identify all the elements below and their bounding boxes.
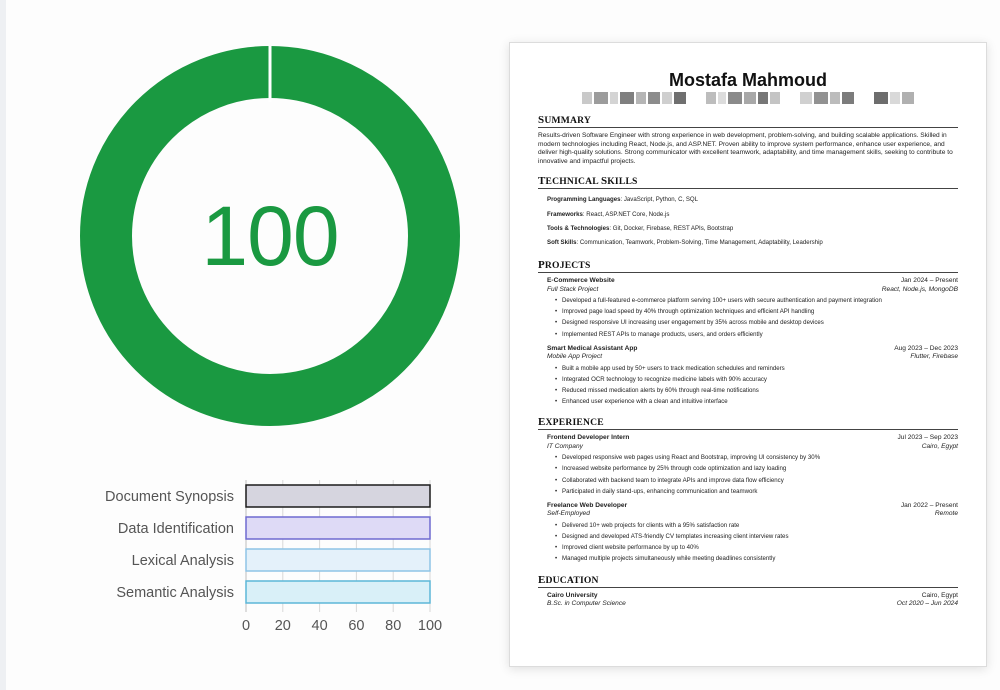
x-tick-label: 60 xyxy=(348,618,365,634)
project-entry: E-Commerce Website Jan 2024 – Present Full Stack Project React, Node.js, MongoDB • Developed a full-featured e-commerce platform serving 100+ users with secure authentication and payment integration • Improved page load speed by 40% through optimization techniques and efficient API handling • Designed responsive UI increasing user engagement by 35% across mobile and desktop devices • Implemented REST APIs to manage products, users, and orders efficiently xyxy=(538,277,958,340)
skill-row: Tools & Technologies: Git, Docker, Firebase, REST APIs, Bootstrap xyxy=(547,224,734,232)
bullet-item: • Developed a full-featured e-commerce platform serving 100+ users with secure authentication and payment integration xyxy=(547,295,958,306)
analysis-bar-chart xyxy=(60,470,460,650)
x-tick-label: 0 xyxy=(241,618,251,634)
skills-list xyxy=(538,193,958,250)
resume-contact-redacted xyxy=(538,91,958,105)
x-tick-label: 80 xyxy=(385,618,402,634)
experience-entry: Frontend Developer Intern Jul 2023 – Sep 2023 IT Company Cairo, Egypt • Developed responsive web pages using React and Bootstrap, improving UI consistency by 30% • Increased website performance by 25% through code optimization and lazy loading • Collaborated with backend team to integrate APIs and improve data flow efficiency • Participated in daily stand-ups, enhancing communication and teamwork xyxy=(538,434,958,497)
section-heading-projects: PROJECTS xyxy=(538,259,958,273)
skill-row: Programming Languages: JavaScript, Python, C, SQL xyxy=(547,196,699,204)
section-heading-experience: EXPERIENCE xyxy=(538,416,958,430)
skill-row: Frameworks: React, ASP.NET Core, Node.js xyxy=(547,210,670,218)
bullet-item: • Enhanced user experience with a clean and intuitive interface xyxy=(547,396,958,407)
category-label: Document Synopsis xyxy=(105,489,234,505)
project-entry: Smart Medical Assistant App Aug 2023 – Dec 2023 Mobile App Project Flutter, Firebase • Built a mobile app used by 50+ users to track medication schedules and reminders • Integrated OCR technology to recognize medicine labels with 90% accuracy • Reduced missed medication alerts by 60% through real-time notifications • Enhanced user experience with a clean and intuitive interface xyxy=(538,345,958,408)
category-label: Semantic Analysis xyxy=(116,585,234,601)
bar xyxy=(246,517,430,539)
x-tick-label: 40 xyxy=(311,618,328,634)
summary-text: Results-driven Software Engineer with strong experience in web development, problem-solving, and building scalable applications. Skilled in modern technologies including React, Node.js, and ASP.NET. Proven ability to improve system performance, enhance user experience, and deliver high-quality solutions. Strong communicator with excellent teamwork, adaptability, and time management skills, seeking to contribute to innovative and impactful projects. xyxy=(538,132,953,165)
section-heading-summary: SUMMARY xyxy=(538,114,958,128)
bullet-item: • Reduced missed medication alerts by 60% through real-time notifications xyxy=(547,385,958,396)
bullet-item: • Developed responsive web pages using React and Bootstrap, improving UI consistency by 30% xyxy=(547,452,958,463)
category-label: Data Identification xyxy=(117,521,234,537)
left-edge-strip xyxy=(0,0,6,690)
bar-chart-svg xyxy=(60,470,460,650)
skill-row: Soft Skills: Communication, Teamwork, Problem-Solving, Time Management, Adaptability, Leadership xyxy=(547,238,823,246)
bar xyxy=(246,485,430,507)
bar xyxy=(246,581,430,603)
bullet-item: • Increased website performance by 25% through code optimization and lazy loading xyxy=(547,463,958,474)
resume-name: Mostafa Mahmoud xyxy=(668,70,827,90)
bullet-item: • Improved client website performance by up to 40% xyxy=(547,542,958,553)
section-heading-education: EDUCATION xyxy=(538,574,958,588)
score-donut xyxy=(80,46,460,426)
section-heading-skills: TECHNICAL SKILLS xyxy=(538,175,958,189)
category-label: Lexical Analysis xyxy=(131,553,234,569)
bullet-item: • Designed and developed ATS-friendly CV templates increasing client interview rates xyxy=(547,531,958,542)
bullet-item: • Collaborated with backend team to integrate APIs and improve data flow efficiency xyxy=(547,475,958,486)
bullet-item: • Integrated OCR technology to recognize medicine labels with 90% accuracy xyxy=(547,374,958,385)
bullet-item: • Improved page load speed by 40% through optimization techniques and efficient API handling xyxy=(547,306,958,317)
bullet-item: • Implemented REST APIs to manage products, users, and orders efficiently xyxy=(547,329,958,340)
education-entry: Cairo University Cairo, Egypt B.Sc. in Computer Science Oct 2020 – Jun 2024 xyxy=(547,591,958,608)
bullet-item: • Delivered 10+ web projects for clients with a 95% satisfaction rate xyxy=(547,520,958,531)
bullet-item: • Designed responsive UI increasing user engagement by 35% across mobile and desktop devices xyxy=(547,317,958,328)
bar xyxy=(246,549,430,571)
experience-entry: Freelance Web Developer Jan 2022 – Present Self-Employed Remote • Delivered 10+ web projects for clients with a 95% satisfaction rate • Designed and developed ATS-friendly CV templates increasing client interview rates • Improved client website performance by up to 40% • Managed multiple projects simultaneously while meeting deadlines consistently xyxy=(538,502,958,565)
bullet-item: • Managed multiple projects simultaneously while meeting deadlines consistently xyxy=(547,553,958,564)
score-value: 100 xyxy=(201,188,339,283)
x-tick-label: 100 xyxy=(417,618,443,634)
bullet-item: • Participated in daily stand-ups, enhancing communication and teamwork xyxy=(547,486,958,497)
bullet-item: • Built a mobile app used by 50+ users to track medication schedules and reminders xyxy=(547,363,958,374)
resume-preview xyxy=(509,42,987,667)
x-tick-label: 20 xyxy=(274,618,291,634)
